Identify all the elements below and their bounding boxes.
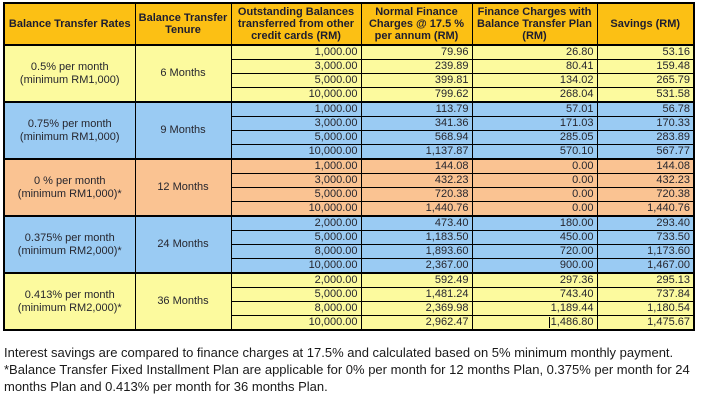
- normal-finance-charges-cell: 1,481.24: [361, 288, 472, 302]
- plan-finance-charges-cell: 57.01: [472, 102, 597, 117]
- transfer-rate-cell: [4, 159, 135, 216]
- savings-cell: 733.50: [597, 231, 694, 245]
- tenure-cell: 24 Months: [135, 216, 231, 273]
- minimum-amount: (minimum RM1,000)*: [17, 187, 122, 200]
- outstanding-balance-cell: 10,000.00: [231, 88, 361, 103]
- outstanding-balance-cell: 5,000.00: [231, 288, 361, 302]
- transfer-rate: 0.5% per month: [30, 60, 109, 73]
- outstanding-balance-cell: 8,000.00: [231, 245, 361, 259]
- outstanding-balance-cell: 10,000.00: [231, 316, 361, 331]
- footnotes: [4, 344, 705, 395]
- plan-finance-charges-cell: 1,486.80: [472, 316, 597, 331]
- plan-finance-charges-cell: 80.41: [472, 60, 597, 74]
- normal-finance-charges-cell: 1,440.76: [361, 202, 472, 217]
- tenure-cell: 36 Months: [135, 273, 231, 330]
- text-cursor-artifact: [549, 317, 550, 328]
- transfer-rate: 0.413% per month: [24, 288, 115, 301]
- table-header: [4, 3, 694, 45]
- savings-cell: 432.23: [597, 174, 694, 188]
- outstanding-balance-cell: 5,000.00: [231, 74, 361, 88]
- minimum-amount: (minimum RM2,000)*: [17, 244, 122, 257]
- outstanding-balance-cell: 3,000.00: [231, 60, 361, 74]
- balance-transfer-table: [3, 2, 695, 331]
- outstanding-balance-cell: 10,000.00: [231, 259, 361, 274]
- plan-finance-charges-cell: 180.00: [472, 216, 597, 231]
- normal-finance-charges-cell: 799.62: [361, 88, 472, 103]
- outstanding-balance-cell: 3,000.00: [231, 174, 361, 188]
- column-header: Balance Transfer Rates: [4, 3, 135, 45]
- plan-finance-charges-cell: 0.00: [472, 202, 597, 217]
- plan-finance-charges-cell: 268.04: [472, 88, 597, 103]
- footnote-interest-savings: Interest savings are compared to finance charges at 17.5% and calculated based on 5% minimum monthly payment.: [4, 345, 674, 360]
- transfer-rate: 0.375% per month: [24, 231, 115, 244]
- minimum-amount: (minimum RM1,000): [19, 130, 120, 143]
- normal-finance-charges-cell: 1,137.87: [361, 145, 472, 160]
- outstanding-balance-cell: 1,000.00: [231, 102, 361, 117]
- outstanding-balance-cell: 10,000.00: [231, 202, 361, 217]
- savings-cell: 1,475.67: [597, 316, 694, 331]
- outstanding-balance-cell: 5,000.00: [231, 131, 361, 145]
- outstanding-balance-cell: 2,000.00: [231, 273, 361, 288]
- normal-finance-charges-cell: 720.38: [361, 188, 472, 202]
- column-header: Savings (RM): [597, 3, 694, 45]
- savings-cell: 1,467.00: [597, 259, 694, 274]
- transfer-rate: 0.75% per month: [27, 117, 112, 130]
- savings-cell: 293.40: [597, 216, 694, 231]
- normal-finance-charges-cell: 473.40: [361, 216, 472, 231]
- outstanding-balance-cell: 5,000.00: [231, 231, 361, 245]
- plan-finance-charges-cell: 570.10: [472, 145, 597, 160]
- normal-finance-charges-cell: 432.23: [361, 174, 472, 188]
- minimum-amount: (minimum RM2,000)*: [17, 301, 122, 314]
- savings-cell: 720.38: [597, 188, 694, 202]
- header-row: [4, 3, 694, 45]
- transfer-rate-cell: [4, 45, 135, 102]
- plan-finance-charges-cell: 900.00: [472, 259, 597, 274]
- plan-finance-charges-cell: 720.00: [472, 245, 597, 259]
- savings-cell: 159.48: [597, 60, 694, 74]
- normal-finance-charges-cell: 399.81: [361, 74, 472, 88]
- savings-cell: 737.84: [597, 288, 694, 302]
- plan-finance-charges-cell: 285.05: [472, 131, 597, 145]
- plan-finance-charges-cell: 1,189.44: [472, 302, 597, 316]
- tenure-cell: 6 Months: [135, 45, 231, 102]
- savings-cell: 53.16: [597, 45, 694, 60]
- normal-finance-charges-cell: 2,367.00: [361, 259, 472, 274]
- normal-finance-charges-cell: 113.79: [361, 102, 472, 117]
- column-header: Normal Finance Charges @ 17.5 % per annum (RM): [361, 3, 472, 45]
- outstanding-balance-cell: 10,000.00: [231, 145, 361, 160]
- plan-finance-charges-cell: 26.80: [472, 45, 597, 60]
- savings-cell: 1,173.60: [597, 245, 694, 259]
- plan-finance-charges-cell: 171.03: [472, 117, 597, 131]
- plan-finance-charges-cell: 134.02: [472, 74, 597, 88]
- normal-finance-charges-cell: 239.89: [361, 60, 472, 74]
- outstanding-balance-cell: 2,000.00: [231, 216, 361, 231]
- outstanding-balance-cell: 8,000.00: [231, 302, 361, 316]
- savings-cell: 567.77: [597, 145, 694, 160]
- transfer-rate-cell: [4, 102, 135, 159]
- savings-cell: 170.33: [597, 117, 694, 131]
- table-row: [4, 102, 694, 117]
- normal-finance-charges-cell: 79.96: [361, 45, 472, 60]
- savings-cell: 295.13: [597, 273, 694, 288]
- table-body: [4, 45, 694, 330]
- outstanding-balance-cell: 1,000.00: [231, 45, 361, 60]
- plan-finance-charges-cell: 743.40: [472, 288, 597, 302]
- outstanding-balance-cell: 3,000.00: [231, 117, 361, 131]
- table-row: [4, 159, 694, 174]
- savings-cell: 1,180.54: [597, 302, 694, 316]
- transfer-rate-cell: [4, 216, 135, 273]
- savings-cell: 283.89: [597, 131, 694, 145]
- normal-finance-charges-cell: 568.94: [361, 131, 472, 145]
- column-header: Outstanding Balances transferred from other credit cards (RM): [231, 3, 361, 45]
- table-row: [4, 45, 694, 60]
- normal-finance-charges-cell: 144.08: [361, 159, 472, 174]
- savings-cell: 265.79: [597, 74, 694, 88]
- column-header: Balance Transfer Tenure: [135, 3, 231, 45]
- normal-finance-charges-cell: 1,893.60: [361, 245, 472, 259]
- plan-finance-charges-cell: 0.00: [472, 188, 597, 202]
- normal-finance-charges-cell: 2,369.98: [361, 302, 472, 316]
- savings-cell: 56.78: [597, 102, 694, 117]
- plan-finance-charges-cell: 0.00: [472, 174, 597, 188]
- minimum-amount: (minimum RM1,000): [19, 73, 120, 86]
- plan-finance-charges-cell: 0.00: [472, 159, 597, 174]
- savings-cell: 531.58: [597, 88, 694, 103]
- table-row: [4, 216, 694, 231]
- tenure-cell: 12 Months: [135, 159, 231, 216]
- normal-finance-charges-cell: 2,962.47: [361, 316, 472, 331]
- savings-cell: 144.08: [597, 159, 694, 174]
- plan-finance-charges-cell: 297.36: [472, 273, 597, 288]
- outstanding-balance-cell: 1,000.00: [231, 159, 361, 174]
- transfer-rate: 0 % per month: [33, 174, 106, 187]
- normal-finance-charges-cell: 592.49: [361, 273, 472, 288]
- normal-finance-charges-cell: 341.36: [361, 117, 472, 131]
- savings-cell: 1,440.76: [597, 202, 694, 217]
- plan-finance-charges-cell: 450.00: [472, 231, 597, 245]
- outstanding-balance-cell: 5,000.00: [231, 188, 361, 202]
- column-header: Finance Charges with Balance Transfer Plan (RM): [472, 3, 597, 45]
- table-row: [4, 273, 694, 288]
- transfer-rate-cell: [4, 273, 135, 330]
- normal-finance-charges-cell: 1,183.50: [361, 231, 472, 245]
- tenure-cell: 9 Months: [135, 102, 231, 159]
- footnote-installment-plan: *Balance Transfer Fixed Installment Plan are applicable for 0% per month for 12 months Plan, 0.375% per month for 24 months Plan and 0.413% per month for 36 months Plan.: [4, 362, 690, 395]
